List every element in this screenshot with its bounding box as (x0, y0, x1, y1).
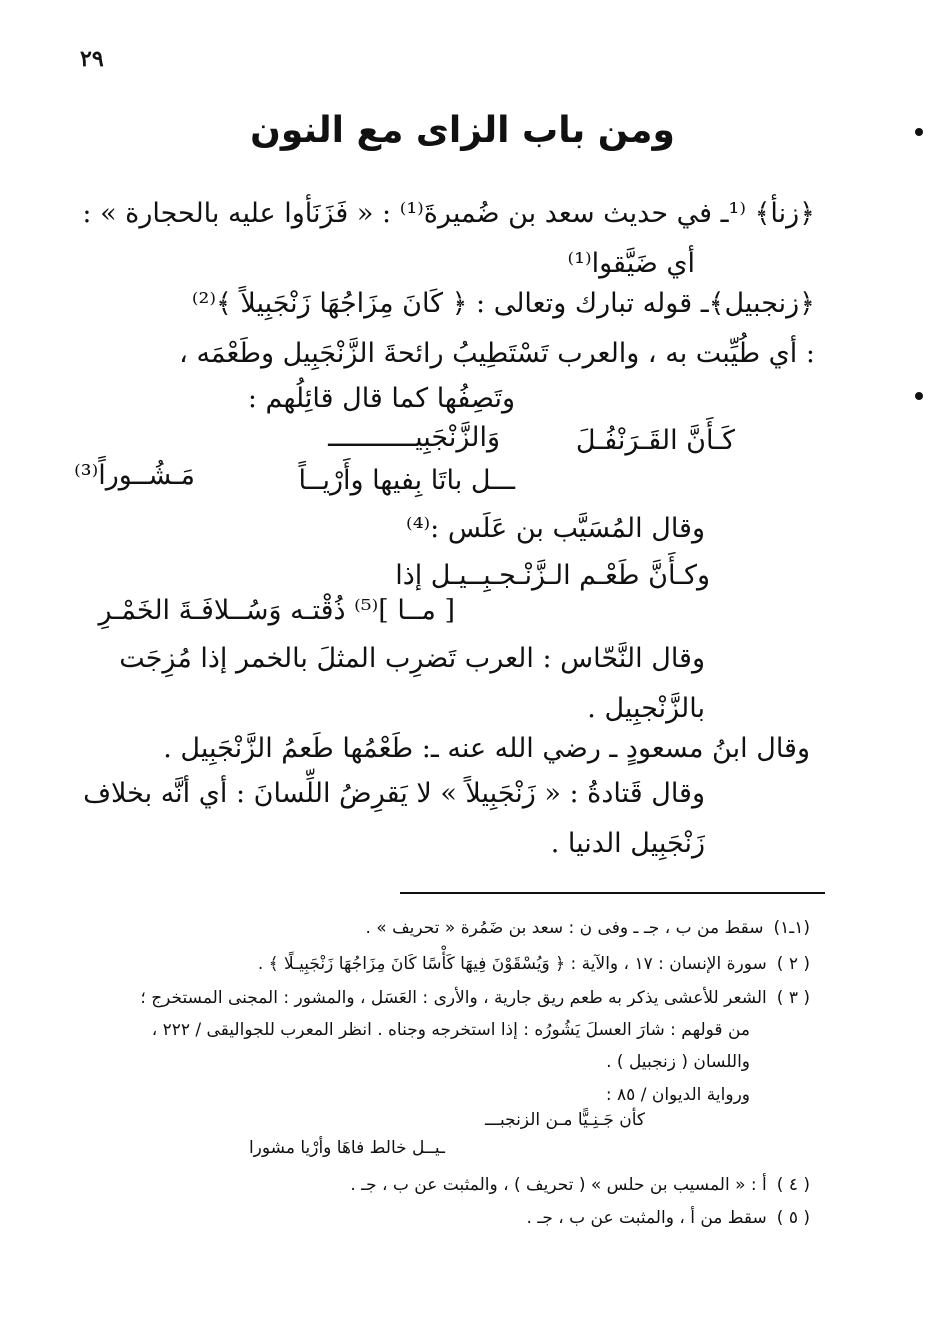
footnote-divider (400, 892, 825, 894)
footnote-number: ( ٢ ) (776, 954, 810, 974)
footnote (140, 988, 810, 1008)
footnote (365, 918, 810, 938)
footnote-text: أ : « المسيب بن حلس » ( تحريف ) ، والمثبت عن ب ، جـ . (350, 1175, 767, 1195)
footnote-text: الشعر للأعشى يذكر به طعم ريق جارية ، والأرى : العَسَل ، والمشور : المجنى المستخرج ؛ (140, 988, 767, 1008)
footnote-continuation: من قولهم : شارَ العسلَ يَشُورُه : إذا استخرجه وجناه . انظر المعرب للجواليقى / ٢٢٢ ، (151, 1020, 750, 1040)
body-line: زَنْجَبِيل الدنيا . (550, 828, 705, 859)
verse-hemistich: كَـأَنَّ القَـرَنْفُـلَ (575, 425, 735, 456)
verse-hemistich: ـــل باتَا بِفيها وأَرْيــاً (298, 465, 515, 496)
footnote-text: سقط من أ ، والمثبت عن ب ، جـ . (526, 1208, 767, 1228)
footnote (527, 1208, 810, 1228)
page-number: ٢٩ (80, 46, 104, 72)
footnote-number: ( ٣ ) (776, 988, 810, 1008)
body-line: وقال المُسَيَّب بن عَلَس :⁽⁴⁾ (406, 513, 705, 544)
footnote (350, 1175, 810, 1195)
footnote-number: ( ٥ ) (776, 1208, 810, 1228)
verse-hemistich: وَالزَّنْجَبِيـــــــــــ (328, 422, 500, 453)
verse-hemistich: وكـأَنَّ طَعْـم الـزَّنْـجـبِــيـل إذا (395, 560, 710, 591)
edge-mark (915, 392, 923, 400)
verse-hemistich: [ مــا ]⁽⁵⁾ ذُقْتـه وَسُــلافَـةَ الخَمْـرِ (98, 595, 455, 626)
verse-hemistich: مَـشُــوراً⁽³⁾ (74, 460, 195, 491)
footnote-text: سقط من ب ، جـ ـ وفى ن : سعد بن ضَمُرة « تحريف » . (365, 918, 764, 938)
body-line: وقال النَّحّاس : العرب تَضرِب المثلَ بالخمر إذا مُزِجَت (119, 643, 705, 674)
body-line: : أي طُيِّبت به ، والعرب تَسْتَطِيبُ رائحةَ الزَّنْجَبِيل وطَعْمَه ، (179, 338, 815, 369)
body-line: أي ضَيَّقوا⁽¹⁾ (567, 248, 695, 279)
footnote-continuation: واللسان ( زنجبيل ) . (606, 1052, 750, 1072)
body-line: وتَصِفُها كما قال قائِلُهم : (247, 383, 515, 414)
footnote-verse: ـيــل خالط فاهَا وأرْيا مشورا (248, 1138, 445, 1158)
body-line: ﴿زنجبيل﴾ـ قوله تبارك وتعالى : ﴿ كَانَ مِزَاجُهَا زَنْجَبِيلاً ﴾⁽²⁾ (191, 288, 815, 319)
footnote-verse: كأن جَـنِـيًّا مـن الزنجبـــ (485, 1110, 645, 1130)
body-line: بالزَّنْجبِيل . (587, 693, 705, 724)
chapter-title: ومن باب الزاى مع النون (250, 110, 675, 151)
body-line: وقال ابنُ مسعودٍ ـ رضي الله عنه ـ: طَعْمُها طَعمُ الزَّنْجَبِيل . (163, 733, 810, 764)
footnote-continuation: ورواية الديوان / ٨٥ : (605, 1085, 750, 1105)
footnote-number: (١ـ١) (773, 918, 810, 938)
footnote (258, 953, 810, 974)
body-line: وقال قَتادةُ : « زَنْجَبِيلاً » لا يَقرِضُ اللِّسانَ : أي أنَّه بخلاف (83, 778, 705, 809)
body-line: ﴿زنأ﴾ ⁽¹ـ في حديث سعد بن ضُميرةَ⁽¹⁾ : « فَزَنَأوا عليه بالحجارة » : (82, 198, 815, 229)
footnote-text: سورة الإنسان : ١٧ ، والآية : ﴿ وَيُسْقَوْنَ فِيهَا كَأْسًا كَانَ مِزَاجُهَا زَنْجَبِيـلًا ﴾ . (257, 954, 767, 974)
footnote-number: ( ٤ ) (776, 1175, 810, 1195)
